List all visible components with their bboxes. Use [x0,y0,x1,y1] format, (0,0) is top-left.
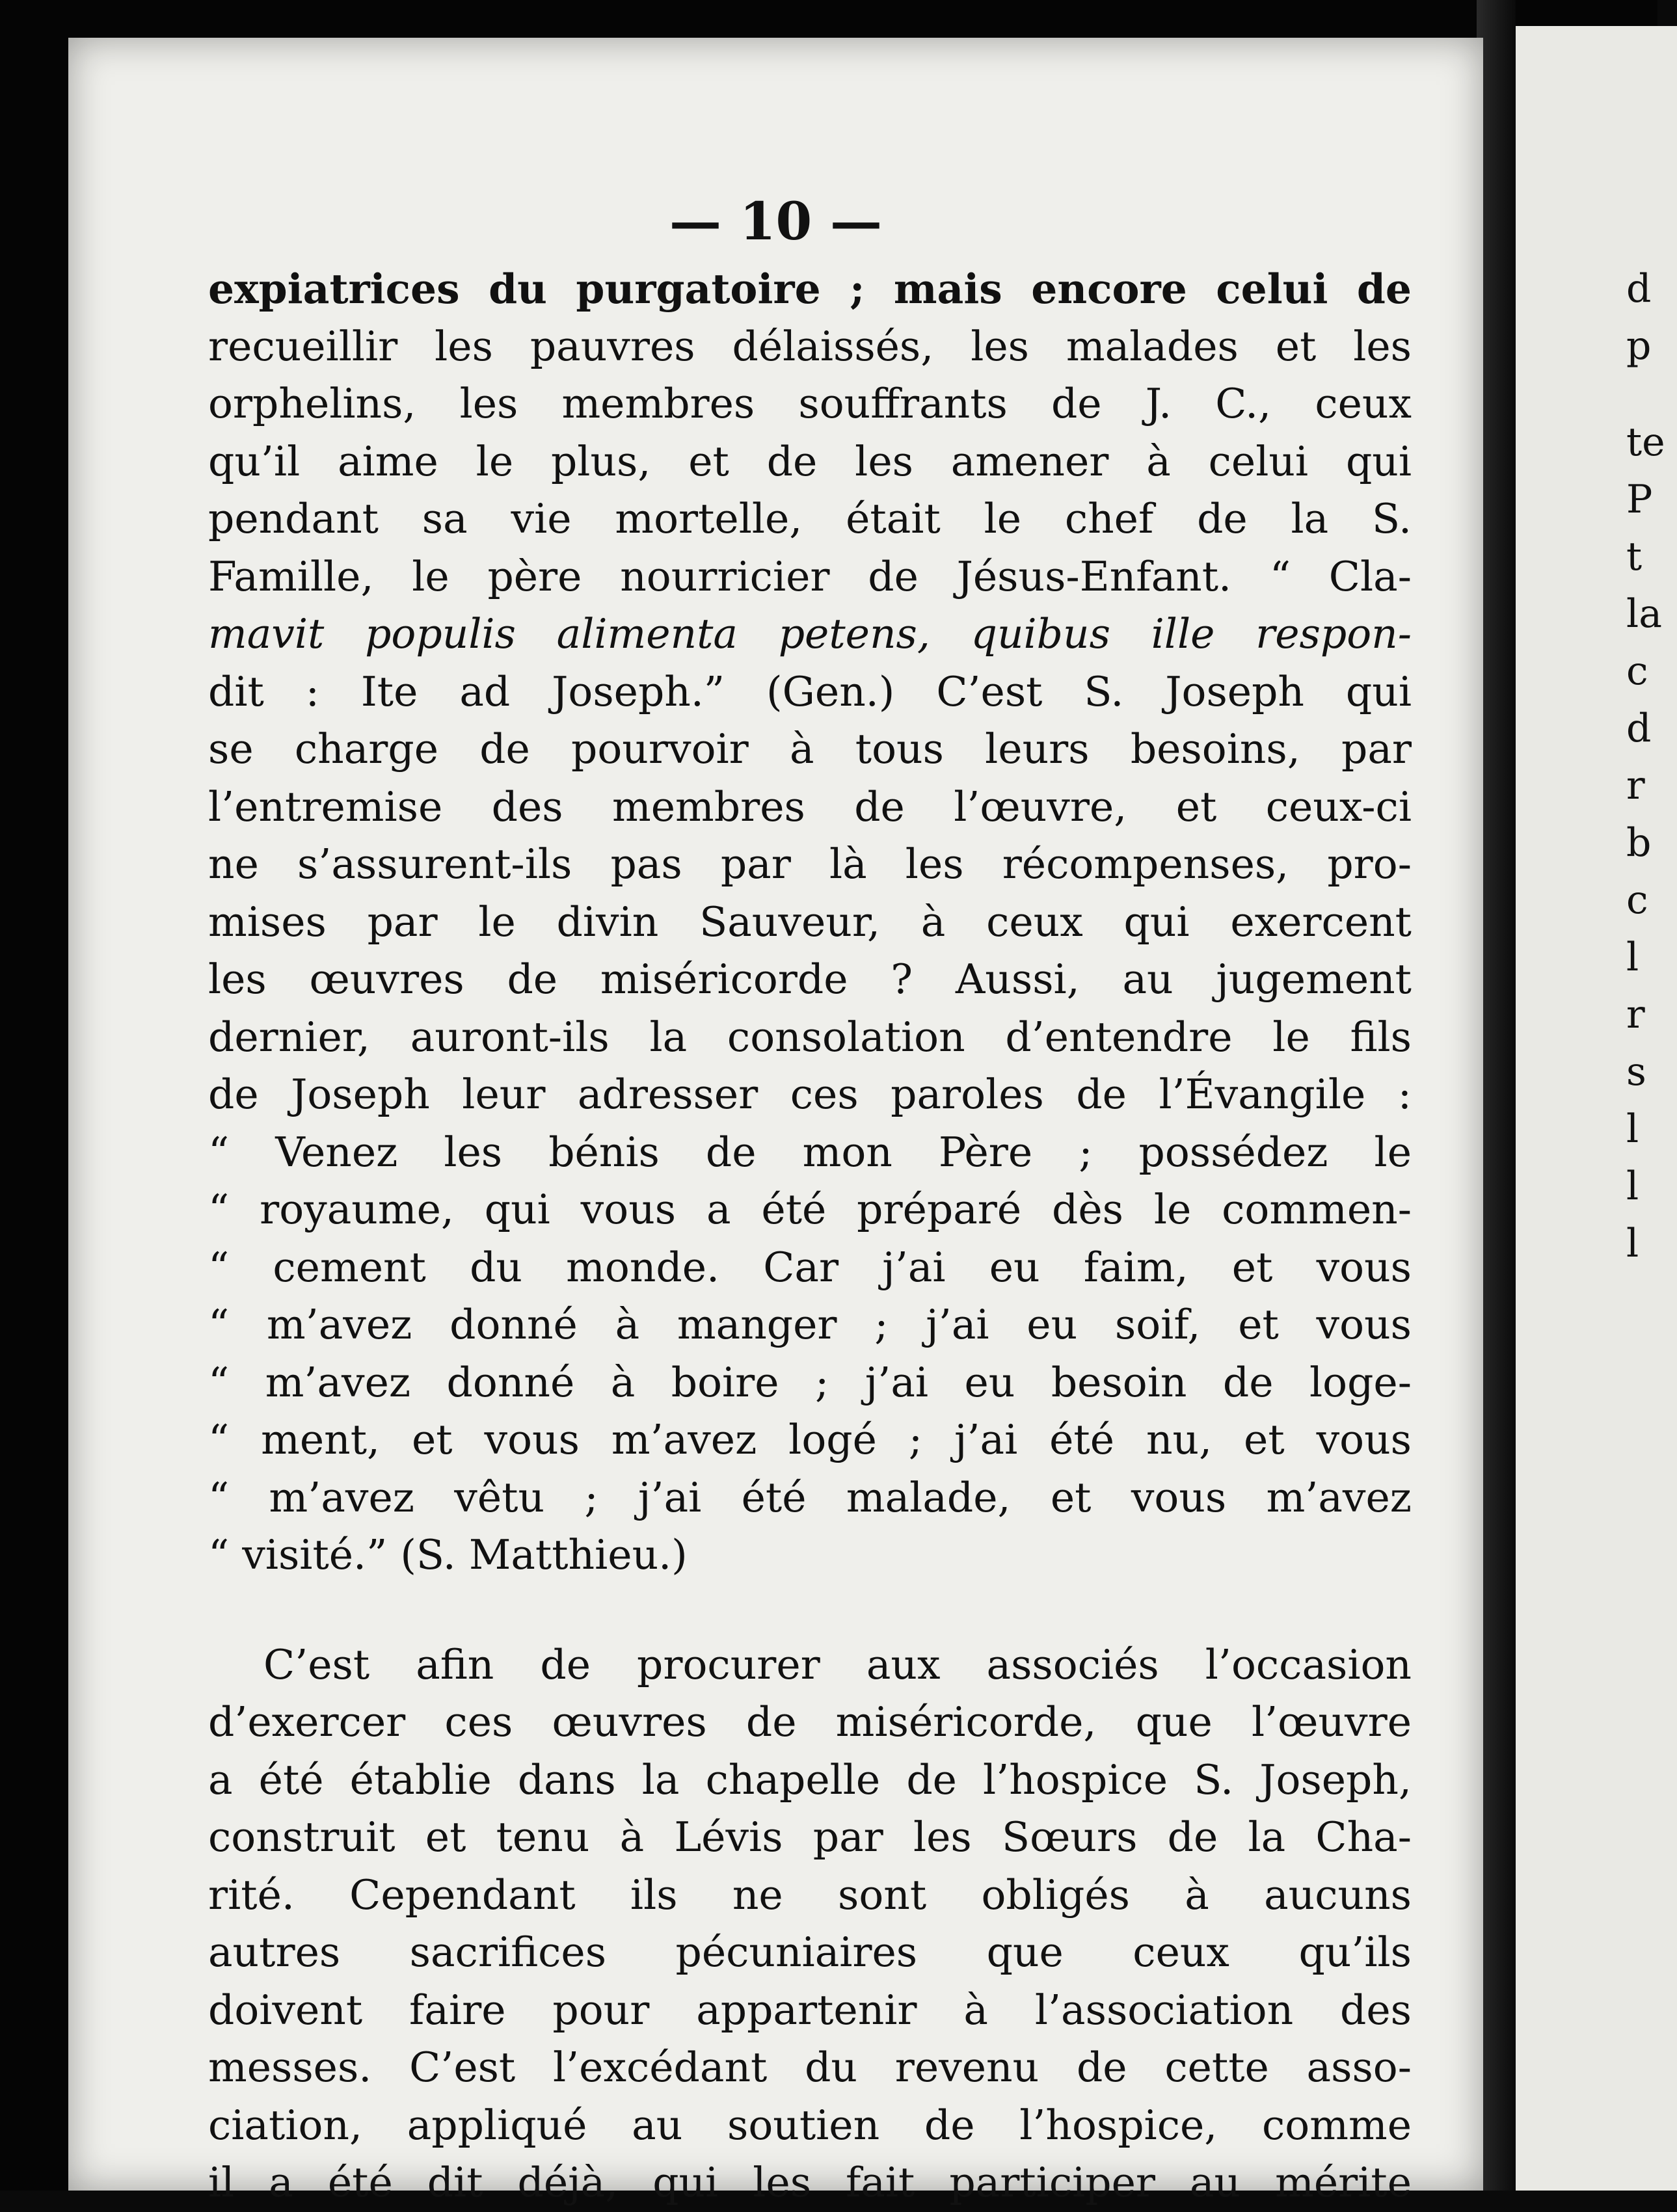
text-line: ne s’assurent-ils pas par là les récompenses, pro- [208,840,1412,888]
text-line: messes. C’est l’excédant du revenu de cette asso- [208,2044,1412,2091]
text-line: l’entremise des membres de l’œuvre, et ceux-ci [208,782,1412,831]
text-line: “ Venez les bénis de mon Père ; possédez le [208,1128,1412,1176]
text-line: autres sacrifices pécuniaires que ceux qu’ils [208,1928,1412,1976]
page-number: — 10 — [669,191,883,252]
text-line: mavit populis alimenta petens, quibus ille respon- [208,610,1412,658]
facing-fragment: la [1626,591,1662,637]
facing-fragment [1626,375,1665,414]
text-line: rité. Cependant ils ne sont obligés à aucuns [208,1871,1412,1919]
facing-fragment: l [1626,935,1639,980]
facing-fragment: p [1626,323,1652,369]
facing-fragment: d [1626,706,1652,751]
text-line: a été établie dans la chapelle de l’hospice S. Joseph, [208,1755,1412,1804]
paragraph-2 [208,1636,1412,2212]
facing-fragment: r [1626,992,1645,1037]
facing-fragment: l [1626,1221,1639,1266]
text-line: qu’il aime le plus, et de les amener à celui qui [208,437,1412,485]
text-line: d’exercer ces œuvres de miséricorde, que l’œuvre [208,1698,1412,1746]
text-line: expiatrices du purgatoire ; mais encore celui de [208,265,1412,313]
facing-page-text [1626,260,1665,1272]
facing-fragment: r [1626,763,1645,808]
text-line: recueillir les pauvres délaissés, les malades et les [208,322,1412,370]
facing-fragment: l [1626,1106,1639,1152]
text-line: orphelins, les membres souffrants de J. C., ceux [208,380,1412,427]
facing-fragment: c [1626,877,1648,923]
text-line: “ ment, et vous m’avez logé ; j’ai été nu, et vous [208,1416,1412,1463]
facing-fragment: b [1626,820,1652,866]
text-line: pendant sa vie mortelle, était le chef de la S. [208,495,1412,542]
facing-fragment: s [1626,1049,1646,1095]
paragraph-gap [208,1584,1412,1636]
text-line: “ m’avez donné à boire ; j’ai eu besoin de loge- [208,1358,1412,1406]
paragraph-1 [208,260,1412,1584]
text-line: “ m’avez donné à manger ; j’ai eu soif, et vous [208,1301,1412,1348]
text-line: mises par le divin Sauveur, à ceux qui exercent [208,898,1412,946]
text-line: “ royaume, qui vous a été préparé dès le commen- [208,1186,1412,1233]
text-line: C’est afin de procurer aux associés l’occasion [263,1640,1412,1688]
text-line: dernier, auront-ils la consolation d’entendre le fils [208,1013,1412,1061]
text-line: les œuvres de miséricorde ? Aussi, au jugement [208,955,1412,1003]
text-line: construit et tenu à Lévis par les Sœurs de la Cha- [208,1813,1412,1861]
text-line: se charge de pourvoir à tous leurs besoins, par [208,725,1412,773]
facing-fragment: P [1626,477,1653,522]
facing-fragment: t [1626,534,1643,580]
facing-fragment: c [1626,648,1648,694]
page-body-text [208,260,1412,2212]
facing-fragment: te [1626,420,1665,465]
text-line: dit : Ite ad Joseph.” (Gen.) C’est S. Joseph qui [208,667,1412,715]
text-line: Famille, le père nourricier de Jésus-Enfant. “ Cla- [208,552,1412,600]
text-line: “ m’avez vêtu ; j’ai été malade, et vous m’avez [208,1473,1412,1521]
text-line: “ visité.” (S. Matthieu.) [208,1531,688,1579]
facing-fragment: l [1626,1164,1639,1209]
text-line: il a été dit déjà, qui les fait participer au mérite [208,2159,1412,2206]
text-line: doivent faire pour appartenir à l’association des [208,1986,1412,2034]
text-line: ciation, appliqué au soutien de l’hospice, comme [208,2101,1412,2149]
facing-fragment: d [1626,266,1652,312]
text-line: de Joseph leur adresser ces paroles de l’Évangile : [208,1071,1412,1118]
text-line: “ cement du monde. Car j’ai eu faim, et vous [208,1243,1412,1291]
